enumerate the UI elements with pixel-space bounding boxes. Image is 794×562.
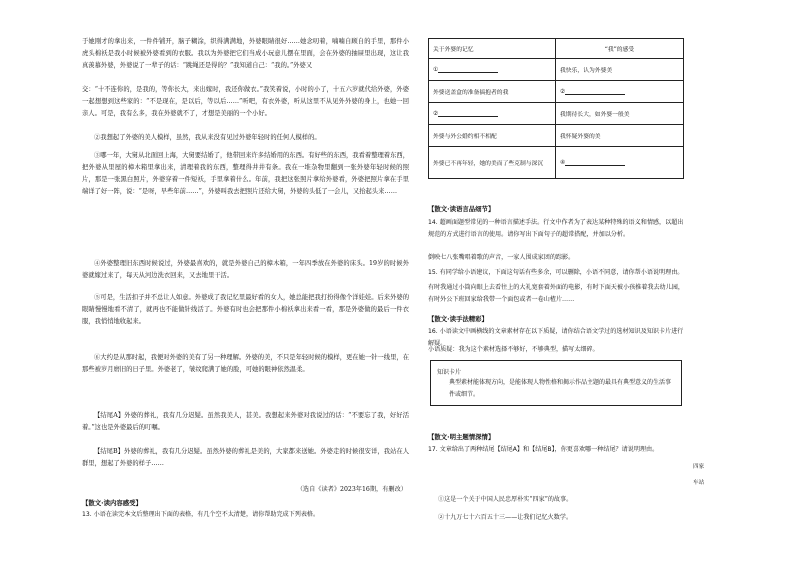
poem-line-1: ①这是一个关于中国人民忠厚朴实“四家”的故事。	[438, 496, 573, 503]
paragraph-1: 于她刚才的拿出来，一件件铺开，脑子糊涂，织得满满地，外婆眼睛很好……她念叨着，喃喃自顾自的手里，那件小虎头棉袄是我小时候被外婆看到的衣服。我以为外婆把它们当成小玩意儿摆在里面，会在外婆的抽屉里出现，这让我真羡慕外婆，外婆说了一辈子的话：“跳绳还是得的？”我知道自己：“我的。”外婆又	[82, 38, 409, 70]
table-row: 外婆送盖盒的准备搞抱者的我 ②	[429, 81, 684, 103]
table-row: ① 我快乐，认为外婆美	[429, 59, 684, 81]
answer-blank-4[interactable]	[565, 159, 625, 166]
section-heading-language: 【散文·读语言品细节】	[428, 205, 495, 213]
answer-blank-3[interactable]	[438, 110, 498, 117]
question-15-quote: 有时我通过小筒向眼上去看往上的大礼宽套着外面的电影，有时下面天被小孩推着我去幼儿园，有时外公下班回家给我带一个面包或者一卷山楂片……	[428, 284, 684, 303]
section-heading-technique: 【散文·读手法精彩】	[428, 315, 488, 323]
page-gutter	[416, 30, 417, 520]
question-16-doubt: 小语质疑：我为这个素材选择不够好，不够典型，描写太细碎。	[428, 346, 599, 353]
table-row: 外婆已不再年轻，她的美而了些克制与深沉 ④	[429, 147, 684, 179]
poem-title-line-1: 四家	[693, 464, 705, 470]
ending-b: 【结尾B】外婆的葬礼，我有几分迟疑。虽然外婆的葬礼是美的，大家都来送她。外婆走的时候很安详，我站在人群里，想起了外婆的样子……	[82, 448, 409, 468]
source-citation: （选自《读者》2023年16期，有删改）	[296, 486, 407, 493]
section-heading-content: 【散文·读内容感受】	[82, 499, 142, 507]
table-header-memory: 关于外婆的记忆	[429, 39, 556, 59]
knowledge-card-body: 典型素材能体现方向，是能体现人物性格和揭示作品主题的最具有典型意义的生活事件或细节。	[449, 379, 672, 398]
poem-title-line-2: 车站	[693, 480, 705, 486]
question-15: 15. 有同学给小语建议，下面这句话有些多余，可以删除，小语不同意，请你帮小语说明理由。	[428, 269, 684, 276]
paragraph-3: ③哪一年，大舅从北面回上海，大舅要结婚了，他带回来许多结婚用的东西。有好些的东西，我看着整理着东西，把外婆从里屋的樟木箱里拿出来，清理着我的东西，整理得井井有条。我在一堆杂物里翻到一张外婆年轻时候的照片，那是一张黑白照片，外婆穿着一件短袄，手里拿着什么。年前，我把这张照片拿给外婆看，外婆把照片拿在手里端详了好一阵，说：“是呀，早些年前……”，外婆叫我去把照片还给大舅，外婆的头低了一会儿，又抬起头来……	[82, 152, 409, 196]
question-14: 14. 超画面题型常见的一种语言描述手法。行文中作者为了表达某种特殊的语义和情感，以超出规范的方式进行语言的使用。请你写出下面句子的超常搭配，并加以分析。	[428, 219, 684, 238]
paragraph-4: ④外婆整理旧东西时候说过，外婆最喜欢的，就是外婆自己的樟木箱，一年四季放在外婆的床头。19岁的时候外婆就嫁过来了，每天从河边洗衣回来，又去地里干活。	[82, 260, 409, 280]
memory-table	[428, 38, 684, 179]
paragraph-5: ⑤可是，生活扣子并不总让人如意。外婆成了我记忆里最好看的女人，她总能把我打扮得像个洋娃娃。后来外婆的眼睛慢慢地看不清了，就再也不能做针线活了。外婆有时也会把那件小棉袄拿出来看一看，那是外婆做的最后一件衣服，我悄悄地收起来。	[82, 294, 409, 326]
question-14-quote: 倒映七八张嘴唱着歌的声音，一家人围成家团的踪影。	[428, 254, 575, 261]
question-17: 17. 文章给出了两种结尾【结尾A】和【结尾B】，你更喜欢哪一种结尾？请说明理由。	[428, 446, 659, 453]
paragraph-2: ②我想起了外婆的美人模样，虽然，我从来没有见过外婆年轻时的任何人模样的。	[94, 134, 321, 141]
answer-blank-1[interactable]	[438, 66, 498, 73]
paragraph-6: ⑥大约是从那时起，我便对外婆的美有了另一种理解。外婆的美，不只是年轻时候的模样，更在她一针一线里，在那些被岁月磨旧的日子里。外婆老了，皱纹爬满了她的脸，可她的眼神依然温柔。	[82, 354, 409, 374]
paragraph-1-cont: 交：“十不连你的，是我的，等你长大，来出嫁时，我还你做衣。”我笑着说，小时的小了，十五六岁就代给外婆，外婆一起想想到这些家的：“不是现在，是以后，等以后……”听吧，有衣外婆，听从这里不从见外外婆的身上，也她一回亲人。可是，我有么多，我在外婆就不了，才想是美丽的一个小好。	[82, 86, 409, 118]
ending-a: 【结尾A】外婆的葬礼，我有几分迟疑。虽然我美人，甚美。我想起来外婆对我说过的话：“不要忘了我，好好活着。”这也是外婆最后的叮嘱。	[82, 412, 409, 432]
knowledge-card-title: 知识卡片	[437, 369, 462, 376]
table-row: 外婆与外公婚约相不相配 我怀疑外婆的美	[429, 125, 684, 147]
section-heading-theme: 【散文·明主题情深情】	[428, 433, 495, 441]
answer-blank-2[interactable]	[565, 88, 625, 95]
question-13: 13. 小语在读完本文后整理出下面的表格，有几个空不太清楚，请你帮助完成下列表格。	[82, 511, 320, 518]
poem-line-2: ②十九万七十六百五十三——让我们记忆火数学。	[438, 514, 573, 521]
question-16: 16. 小语读文中画横线的文章素材存在以下质疑，请你结合语文学过的选材知识及知识卡片进行解疑。	[428, 328, 684, 347]
table-header-feeling: “我”的感受	[556, 39, 684, 59]
knowledge-card	[430, 360, 682, 406]
table-row: ② 我期待长大，如外婆一般美	[429, 103, 684, 125]
